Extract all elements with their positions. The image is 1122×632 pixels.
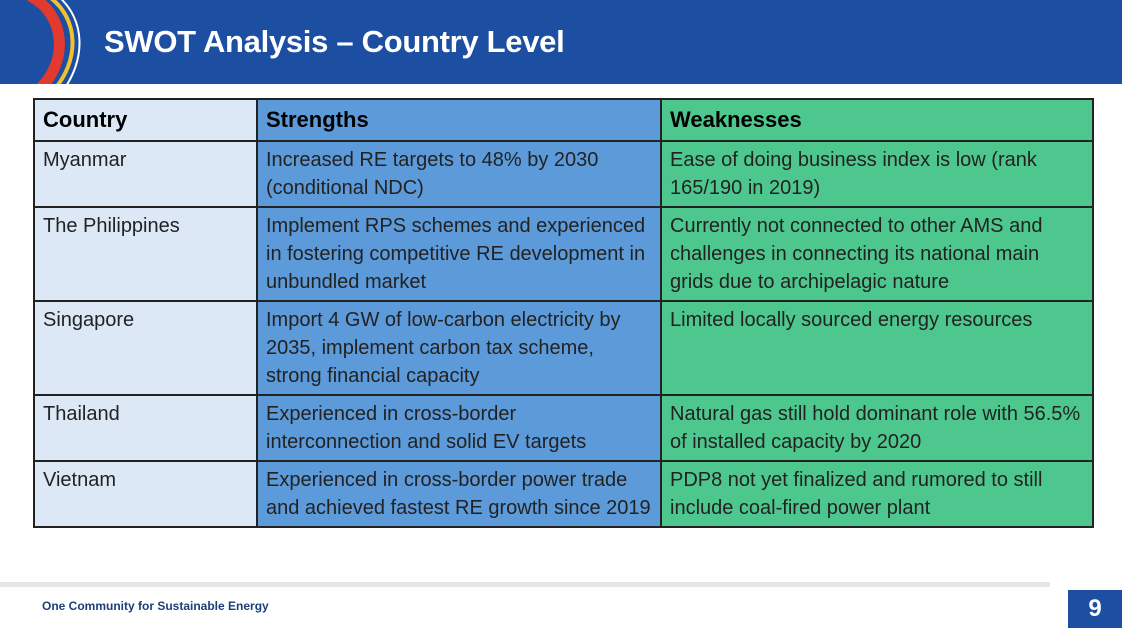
table-row: [34, 141, 1093, 207]
footer-divider: [0, 582, 1050, 587]
country-cell: Thailand: [34, 395, 257, 461]
country-cell: The Philippines: [34, 207, 257, 301]
strengths-cell: Import 4 GW of low-carbon electricity by 2035, implement carbon tax scheme, strong financial capacity: [257, 301, 661, 395]
country-cell: Myanmar: [34, 141, 257, 207]
strengths-cell: Experienced in cross-border power trade and achieved fastest RE growth since 2019: [257, 461, 661, 527]
strengths-cell: Experienced in cross-border interconnection and solid EV targets: [257, 395, 661, 461]
table-row: [34, 207, 1093, 301]
country-cell: Singapore: [34, 301, 257, 395]
table-row: [34, 301, 1093, 395]
table-row: [34, 395, 1093, 461]
table-row: [34, 461, 1093, 527]
page-number: 9: [1068, 590, 1122, 628]
asean-swoosh-icon: [0, 0, 90, 84]
column-header-weaknesses: Weaknesses: [661, 99, 1093, 141]
column-header-country: Country: [34, 99, 257, 141]
swot-table: [33, 98, 1094, 528]
column-header-strengths: Strengths: [257, 99, 661, 141]
weaknesses-cell: Limited locally sourced energy resources: [661, 301, 1093, 395]
country-cell: Vietnam: [34, 461, 257, 527]
footer-tagline: One Community for Sustainable Energy: [42, 599, 269, 613]
page-title: SWOT Analysis – Country Level: [104, 24, 565, 59]
weaknesses-cell: Ease of doing business index is low (rank 165/190 in 2019): [661, 141, 1093, 207]
table-header-row: [34, 99, 1093, 141]
weaknesses-cell: Currently not connected to other AMS and challenges in connecting its national main grids due to archipelagic nature: [661, 207, 1093, 301]
strengths-cell: Implement RPS schemes and experienced in fostering competitive RE development in unbundled market: [257, 207, 661, 301]
strengths-cell: Increased RE targets to 48% by 2030 (conditional NDC): [257, 141, 661, 207]
weaknesses-cell: Natural gas still hold dominant role with 56.5% of installed capacity by 2020: [661, 395, 1093, 461]
slide-header: [0, 0, 1122, 84]
weaknesses-cell: PDP8 not yet finalized and rumored to still include coal-fired power plant: [661, 461, 1093, 527]
